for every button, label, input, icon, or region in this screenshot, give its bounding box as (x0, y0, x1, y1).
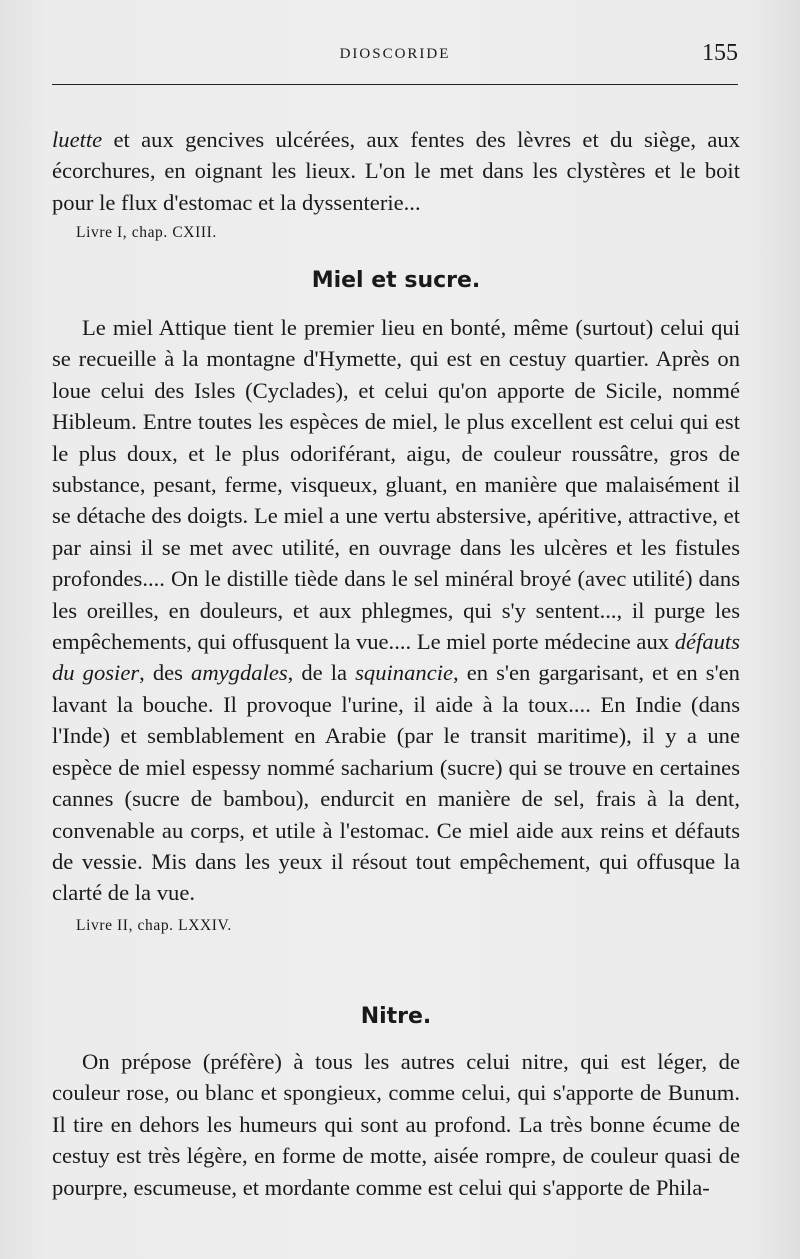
section-nitre (52, 1004, 740, 1029)
section-title-nitre: Nitre. (360, 1004, 432, 1029)
nitre-paragraph: On prépose (préfère) à tous les autres celui nitre, qui est léger, de couleur rose, ou blanc et spongieux, comme celui, qui s'apporte de Bunum. Il tire en dehors les humeurs qui sont au profond. La très bonne écume de cestuy est très légère, en forme de motte, aisée rompre, de couleur quasi de pourpre, escumeuse, et mordante comme est celui qui s'apporte de Phila- (52, 1049, 740, 1200)
miel-text-3: , de la (287, 660, 356, 686)
page-number: 155 (702, 40, 738, 66)
miel-text-1: Le miel Attique tient le premier lieu en bonté, même (surtout) celui qui se recueille à la montagne d'Hymette, qui est en cestuy quartier. Après on loue celui des Isles (Cyclades), et celui qu'on apporte de Sicile, nommé Hibleum. Entre toutes les espèces de miel, le plus excellent est celui qui est le plus doux, et le plus odoriférant, aigu, de couleur roussâtre, gros de substance, pesant, ferme, visqueux, gluant, en manière que malaisément il se détache des doigts. Le miel a une vertu abstersive, apéritive, attractive, et par ainsi il se met avec utilité, en ouvrage dans les ulcères et les fistules profondes.... On le distille tiède dans le sel minéral broyé (avec utilité) dans les oreilles, en douleurs, et aux phlegmes, qui s'y sentent..., il purge les empêchements, qui offusquent la vue.... Le miel porte médecine aux (52, 315, 740, 655)
miel-italic-amygdales: amygdales (191, 660, 288, 686)
section-miel (52, 268, 740, 293)
miel-italic-gosier: défauts du gosier (52, 629, 740, 686)
miel-italic-squinancie: squinancie (355, 660, 454, 686)
reference-livre-1: Livre I, chap. CXIII. (76, 224, 217, 242)
section-title-miel: Miel et sucre. (311, 268, 481, 293)
continuation-block (52, 124, 740, 242)
running-title: DIOSCORIDE (339, 46, 451, 62)
miel-text-2: , des (139, 660, 192, 686)
miel-body (52, 312, 740, 935)
nitre-body (52, 1046, 740, 1203)
continuation-text: et aux gencives ulcérées, aux fentes des lèvres et du siège, aux écorchures, en oignant les lieux. L'on le met dans les clystères et le boit pour le flux d'estomac et la dyssenterie... (52, 127, 740, 215)
header-rule (52, 84, 738, 85)
continuation-italic: luette (52, 127, 103, 152)
running-head (52, 40, 738, 74)
miel-text-4: , en s'en gargarisant, et en s'en lavant la bouche. Il provoque l'urine, il aide à la toux.... En Indie (dans l'Inde) et semblablement en Arabie (par le transit maritime), il y a une espèce de miel espessy nommé sacharium (sucre) qui se trouve en certaines cannes (sucre de bambou), endurcit en manière de sel, frais à la dent, convenable au corps, et utile à l'estomac. Ce miel aide aux reins et défauts de vessie. Mis dans les yeux il résout tout empêchement, qui offusque la clarté de la vue. (52, 660, 740, 906)
miel-paragraph (52, 312, 740, 909)
reference-livre-2: Livre II, chap. LXXIV. (76, 916, 232, 934)
continuation-paragraph (52, 124, 740, 218)
